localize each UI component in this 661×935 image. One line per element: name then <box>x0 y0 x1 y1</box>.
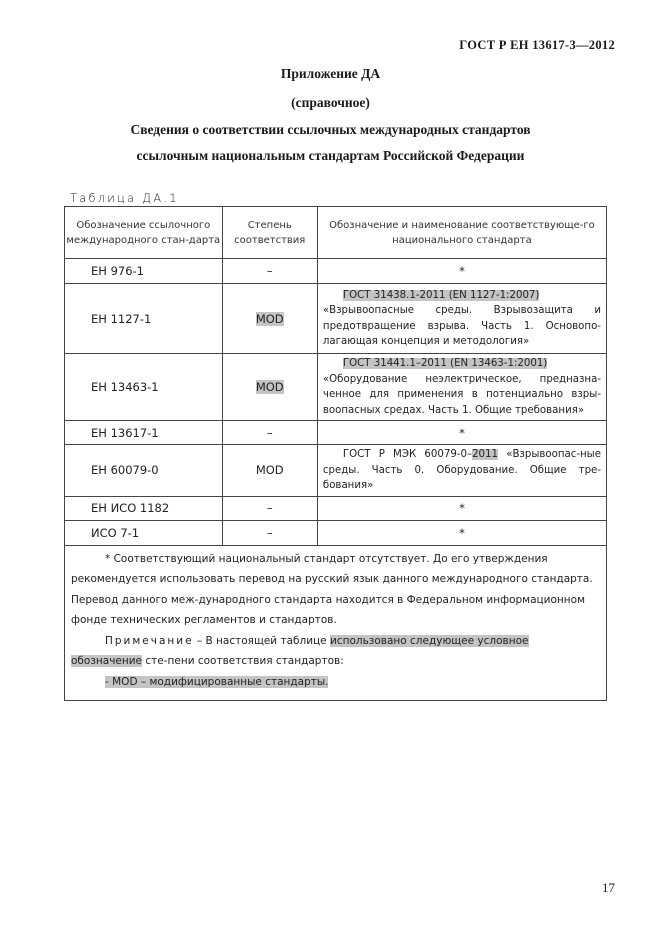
footnote-text: * Соответствующий национальный стандарт отсутствует. До его утверждения рекомендуется использовать перевод на русский язык данного международного стандарта. Перевод данного меж-дународного стандарта находится в Федеральном информационном фонде технических регламентов и стандартов. <box>71 552 593 626</box>
table-row <box>65 520 607 545</box>
note-paragraph <box>71 631 600 672</box>
footnote-cell <box>65 545 607 701</box>
note-item-text: - MOD – модифицированные стандарты. <box>105 675 329 688</box>
page-number: 17 <box>602 880 615 895</box>
national-standard-cell: * <box>317 496 606 520</box>
table-footnote-row <box>65 545 607 701</box>
appendix-subtitle: (справочное) <box>291 95 370 110</box>
degree-cell <box>222 284 317 354</box>
table-row <box>65 259 607 284</box>
gost-designation <box>323 356 601 372</box>
degree-cell <box>222 354 317 421</box>
appendix-title: Приложение ДА <box>280 66 381 81</box>
note-highlight: использовано следующее условное обозначение <box>71 634 529 667</box>
intl-code-cell: ЕН 976-1 <box>65 259 223 284</box>
degree-cell: – <box>222 259 317 284</box>
gost-prefix: ГОСТ Р МЭК 60079-0– <box>342 449 473 460</box>
table-header-row <box>65 207 607 259</box>
intl-code-cell: ИСО 7-1 <box>65 520 223 545</box>
table-row <box>65 496 607 520</box>
degree-highlight: MOD <box>255 311 284 326</box>
note-item <box>71 672 600 693</box>
intl-code-cell: ЕН 13617-1 <box>65 421 223 445</box>
national-standard-cell <box>317 354 606 421</box>
degree-cell: MOD <box>222 445 317 497</box>
intl-code-cell: ЕН 60079-0 <box>65 445 223 497</box>
document-header: ГОСТ Р ЕН 13617-3—2012 <box>459 38 615 52</box>
gost-title: «Взрывоопасные среды. Взрывозащита и предотвращение взрыва. Часть 1. Основопо-лагающая концепция и методология» <box>322 305 601 347</box>
gost-highlight: ГОСТ 31441.1–2011 (EN 13463-1:2001) <box>342 358 548 369</box>
table-row <box>65 354 607 421</box>
degree-cell: – <box>222 520 317 545</box>
intl-code-cell: ЕН ИСО 1182 <box>65 496 223 520</box>
degree-cell: – <box>222 496 317 520</box>
note-text-end: сте-пени соответствия стандартов: <box>142 655 344 667</box>
gost-designation <box>323 288 601 304</box>
degree-highlight: MOD <box>255 380 284 394</box>
header-national-standard: Обозначение и наименование соответствующе-го национального стандарта <box>317 207 606 259</box>
section-title-line-1: Сведения о соответствии ссылочных международных стандартов <box>130 122 531 137</box>
header-degree: Степень соответствия <box>222 207 317 259</box>
header-international-standard: Обозначение ссылочного международного стан-дарта <box>65 207 223 259</box>
table-row <box>65 445 607 497</box>
note-text: – В настоящей таблице <box>193 634 330 647</box>
table-row <box>65 421 607 445</box>
intl-code-cell: ЕН 13463-1 <box>65 354 223 421</box>
note-label: Примечание <box>105 634 194 647</box>
gost-highlight: ГОСТ 31438.1-2011 (EN 1127-1:2007) <box>342 289 540 301</box>
gost-designation <box>323 447 601 494</box>
gost-highlight: 2011 <box>472 449 498 460</box>
national-standard-cell: * <box>317 259 606 284</box>
gost-title: «Оборудование неэлектрическое, предназна-ченное для применения в потенциально взры-воопасных средах. Часть 1. Общие требования» <box>322 373 601 416</box>
correspondence-table <box>64 206 607 701</box>
intl-code-cell: ЕН 1127-1 <box>65 284 223 354</box>
table-caption: Таблица ДА.1 <box>70 191 179 205</box>
table-row <box>65 284 607 354</box>
degree-cell: – <box>222 421 317 445</box>
national-standard-cell: * <box>317 520 606 545</box>
national-standard-cell <box>317 445 606 497</box>
national-standard-cell <box>317 284 606 354</box>
national-standard-cell: * <box>317 421 606 445</box>
section-title-line-2: ссылочным национальным стандартам Российской Федерации <box>136 148 525 163</box>
gost-title: «Взрывоопас-ные среды. Часть 0. Оборудование. Общие тре-бования» <box>322 449 601 491</box>
